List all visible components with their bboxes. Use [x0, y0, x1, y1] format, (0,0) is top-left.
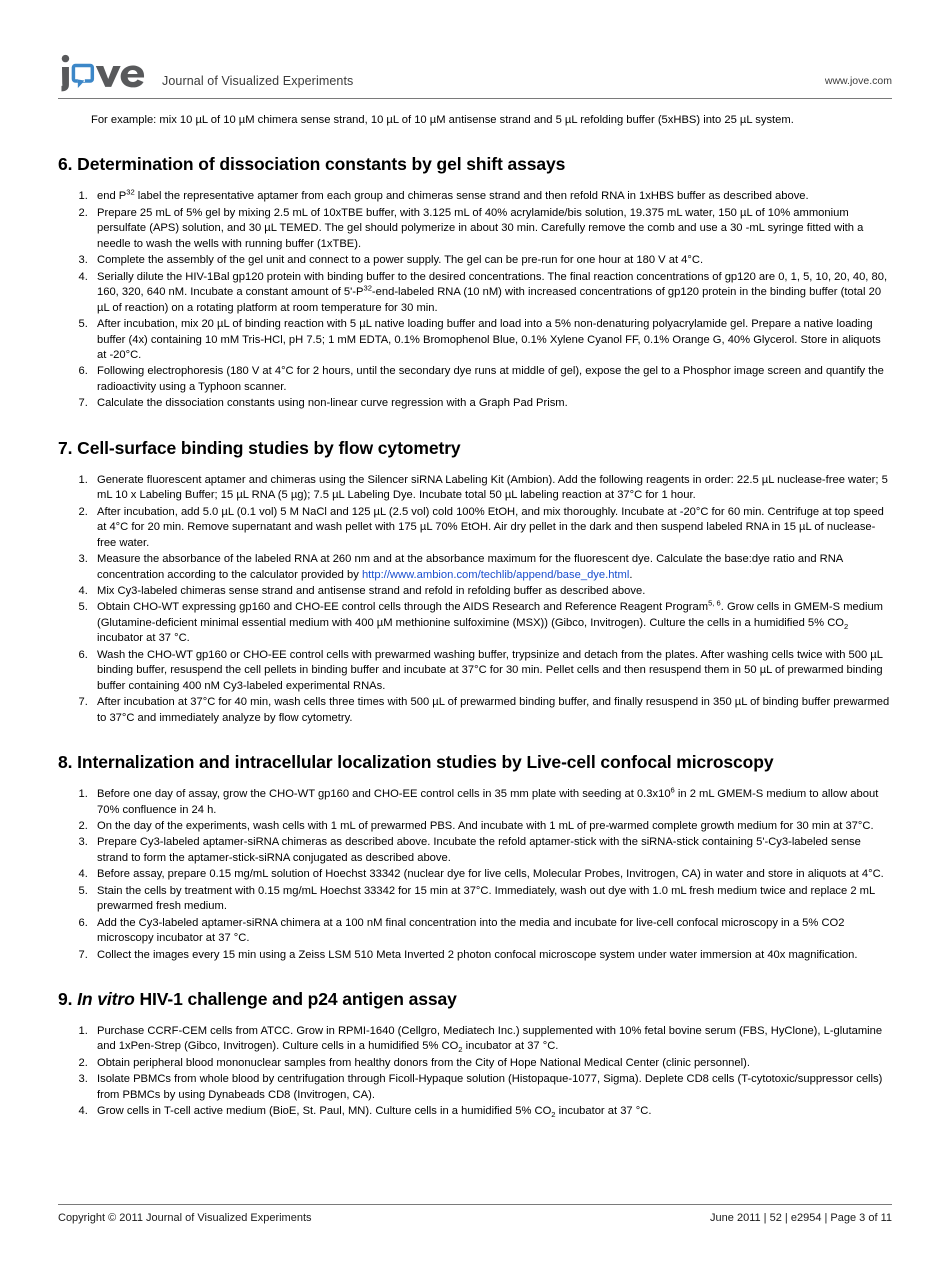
- list-item: 2. Obtain peripheral blood mononuclear samples from healthy donors from the City of Hope National Medical Center (clinic personnel).: [91, 1056, 892, 1071]
- subscript-2: 2: [458, 1045, 463, 1055]
- sep-1: |: [760, 1212, 770, 1224]
- list-item: 1. Before one day of assay, grow the CHO-WT gp160 and CHO-EE control cells in 35 mm plate with seeding at $0.3x10^6$ in 2 mL GMEM-S medium to allow about 70% confluence in 24 h.: [91, 787, 892, 818]
- section-heading-8: 8. Internalization and intracellular localization studies by Live-cell confocal microscopy: [58, 752, 774, 773]
- section-6-steps: [58, 189, 892, 411]
- citation-ref-5-6: 5, 6: [708, 598, 721, 608]
- page-footer: [58, 1204, 892, 1224]
- list-item: 1. end $P^{32}$ label the representative aptamer from each group and chimeras sense strand and then refold RNA in 1xHBS buffer as described above.: [91, 189, 892, 204]
- site-url-label: www.jove.com: [824, 75, 892, 87]
- list-item: 3. Isolate PBMCs from whole blood by centrifugation through Ficoll-Hypaque solution (Histopaque-1077, Sigma). Deplete CD8 cells (T-cytotoxic/suppressor cells) from PBMCs by using Dynabeads CD8 (Invitrogen, CA).: [91, 1072, 892, 1103]
- subscript-2: 2: [551, 1110, 556, 1120]
- document-body: [0, 99, 950, 1120]
- footer-divider: [58, 1204, 892, 1205]
- list-item: 1. Purchase CCRF-CEM cells from ATCC. Grow in RPMI-1640 (Cellgro, Mediatech Inc.) supplemented with 10% fetal bovine serum (FBS, HyClone), L-glutamine and 1xPen-Strep (Gibco, Invitrogen). Culture cells in a humidified 5% $CO_2$ incubator at 37 °C.: [91, 1024, 892, 1055]
- section-8-steps: [58, 787, 892, 963]
- list-item: 4. Grow cells in T-cell active medium (BioE, St. Paul, MN). Culture cells in a humidified 5% $CO_2$ incubator at 37 °C.: [91, 1104, 892, 1119]
- list-item: 2. Prepare 25 mL of 5% gel by mixing 2.5 mL of 10xTBE buffer, with 3.125 mL of 40% acrylamide/bis solution, 19.375 mL water, 150 µL of 10% ammonium persulfate (APS) solution, and 30 µL TEMED. The gel should polymerize in about 30 min. Carefully remove the comb and use a 30 -mL syringe fitted with a needle to wash the wells with running buffer (1xTBE).: [91, 206, 892, 252]
- section-7-steps: [58, 473, 892, 726]
- section-heading-7: 7. Cell-surface binding studies by flow cytometry: [58, 437, 461, 458]
- list-item: 6. Add the Cy3-labeled aptamer-siRNA chimera at a 100 nM final concentration into the media and incubate for live-cell confocal microscopy in a 5% CO2 microscopy incubator at 37 °C.: [91, 916, 892, 947]
- list-item: 3. Measure the absorbance of the labeled RNA at 260 nm and at the absorbance maximum for the fluorescent dye. Calculate the base:dye ratio and RNA concentration according to the calculator provided by http://www.ambion.com/techlib/append/base_dye.html.: [91, 552, 892, 583]
- list-item: 2. On the day of the experiments, wash cells with 1 mL of prewarmed PBS. And incubate with 1 mL of pre-warmed complete growth medium for 30 min at 37°C.: [91, 819, 892, 834]
- jove-logo-icon: [58, 52, 150, 92]
- list-item: 1. Generate fluorescent aptamer and chimeras using the Silencer siRNA Labeling Kit (Ambion). Add the following reagents in order: 22.5 µL nuclease-free water; 5 mL 10 x Labeling Buffer; 15 µL RNA (5 µg); 7.5 µL Labeling Dye. Incubate total 50 µL labeling reaction at 37°C for 1 hour.: [91, 473, 892, 504]
- section-9-italic-term: In vitro: [77, 989, 135, 1010]
- superscript-6: 6: [670, 785, 675, 795]
- brand-name-label: Journal of Visualized Experiments: [162, 73, 354, 88]
- footer-row: [58, 1212, 892, 1224]
- list-item: 7. After incubation at 37°C for 40 min, wash cells three times with 500 µL of prewarmed binding buffer, and finally resuspend in 350 µL of binding buffer prewarmed to 37°C and immediately analyze by flow cytometry.: [91, 695, 892, 726]
- brand-block: [58, 52, 353, 92]
- list-item: 4. Before assay, prepare 0.15 mg/mL solution of Hoechst 33342 (nuclear dye for live cells, Molecular Probes, Invitrogen, CA) in water and store in aliquots at 4°C.: [91, 867, 892, 882]
- list-item: 4. Serially dilute the HIV-1Bal gp120 protein with binding buffer to the desired concentrations. The final reaction concentrations of gp120 are 0, 1, 5, 10, 20, 40, 80, 160, 320, 640 nM. Incubate a constant amount of $5'-P^{32}-end$-labeled RNA (10 nM) with increased concentrations of gp120 protein in the binding buffer (total 20 µL of reaction) on a rotating platform at room temperature for 30 min.: [91, 270, 892, 316]
- list-item: 5. Obtain CHO-WT expressing gp160 and CHO-EE control cells through the AIDS Research and Reference Reagent Program$^{5, 6}$. Grow cells in GMEM-S medium (Glutamine-deficient minimal essential medium with 400 µM methionine sulfoximine (MSX)) (Gibco, Invitrogen). Culture the cells in a humidified 5% $CO_2$ incubator at 37 °C.: [91, 600, 892, 646]
- page-header: [0, 0, 950, 92]
- sep-3: |: [821, 1212, 831, 1224]
- issue-number: 52: [769, 1212, 782, 1224]
- intro-paragraph: For example: mix 10 µL of 10 µM chimera sense strand, 10 µL of 10 µM antisense strand and 5 µL refolding buffer (5xHBS) into 25 µL system.: [91, 114, 794, 126]
- issue-info: [710, 1212, 892, 1224]
- issue-date: June 2011: [710, 1212, 761, 1224]
- list-item: 3. Complete the assembly of the gel unit and connect to a power supply. The gel can be pre-run for one hour at 180 V at 4°C.: [91, 253, 892, 268]
- section-heading-9: 9. In vitro HIV-1 challenge and p24 antigen assay: [58, 989, 457, 1010]
- superscript-32: 32: [363, 283, 372, 293]
- list-item: 4. Mix Cy3-labeled chimeras sense strand and antisense strand and refold in refolding buffer as described above.: [91, 584, 892, 599]
- list-item: 7. Calculate the dissociation constants using non-linear curve regression with a Graph Pad Prism.: [91, 396, 892, 411]
- superscript-32: 32: [126, 187, 135, 197]
- ambion-base-dye-link[interactable]: http://www.ambion.com/techlib/append/base_dye.html: [361, 568, 630, 581]
- copyright-label: Copyright © 2011 Journal of Visualized Experiments: [58, 1212, 312, 1224]
- section-heading-6: 6. Determination of dissociation constants by gel shift assays: [58, 154, 566, 175]
- list-item: 3. Prepare Cy3-labeled aptamer-siRNA chimeras as described above. Incubate the refold aptamer-stick with the siRNA-stick containing 5'-Cy3-labeled sense strand to form the aptamer-stick-siRNA conjugated as described above.: [91, 835, 892, 866]
- article-id: e2954: [790, 1212, 822, 1224]
- section-9-steps: [58, 1024, 892, 1120]
- list-item: 5. After incubation, mix 20 µL of binding reaction with 5 µL native loading buffer and load into a 5% non-denaturing polyacrylamide gel. Prepare a native loading buffer (4x) containing 10 mM Tris-HCl, pH 7.5; 1 mM EDTA, 0.1% Bromophenol Blue, 0.1% Xylene Cyanol FF, 0.1% Orange G, 40% Glycerol. Store in aliquots at -20°C.: [91, 317, 892, 363]
- list-item: 2. After incubation, add 5.0 µL (0.1 vol) 5 M NaCl and 125 µL (2.5 vol) cold 100% EtOH, and mix thoroughly. Incubate at -20°C for 60 min. Centrifuge at top speed at 4°C for 20 min. Remove supernatant and wash pellet with 175 µL 70% EtOH. Air dry pellet in the dark and then suspend labeled RNA in 15 µL of nuclease-free water.: [91, 505, 892, 551]
- sep-2: |: [781, 1212, 791, 1224]
- subscript-2: 2: [843, 622, 849, 632]
- list-item: 6. Following electrophoresis (180 V at 4°C for 2 hours, until the secondary dye runs at middle of gel), expose the gel to a Phosphor image screen and quantify the radioactivity using a Typhoon scanner.: [91, 364, 892, 395]
- list-item: 7. Collect the images every 15 min using a Zeiss LSM 510 Meta Inverted 2 photon confocal microscope system under water immersion at 40x magnification.: [91, 948, 892, 963]
- page-label: Page 3 of 11: [830, 1212, 892, 1224]
- list-item: 5. Stain the cells by treatment with 0.15 mg/mL Hoechst 33342 for 15 min at 37°C. Immediately, wash out dye with 1.0 mL fresh medium twice and replace 2 mL prewarmed fresh medium.: [91, 884, 892, 915]
- list-item: 6. Wash the CHO-WT gp160 or CHO-EE control cells with prewarmed washing buffer, trypsinize and detach from the plates. After washing cells twice with 500 µL binding buffer, resuspend the cell pellets in binding buffer and incubate at 37°C for 30 min. Pellet cells and then resuspend them in 50 µL of prewarmed binding buffer containing 400 nM Cy3-labeled experimental RNAs.: [91, 648, 892, 694]
